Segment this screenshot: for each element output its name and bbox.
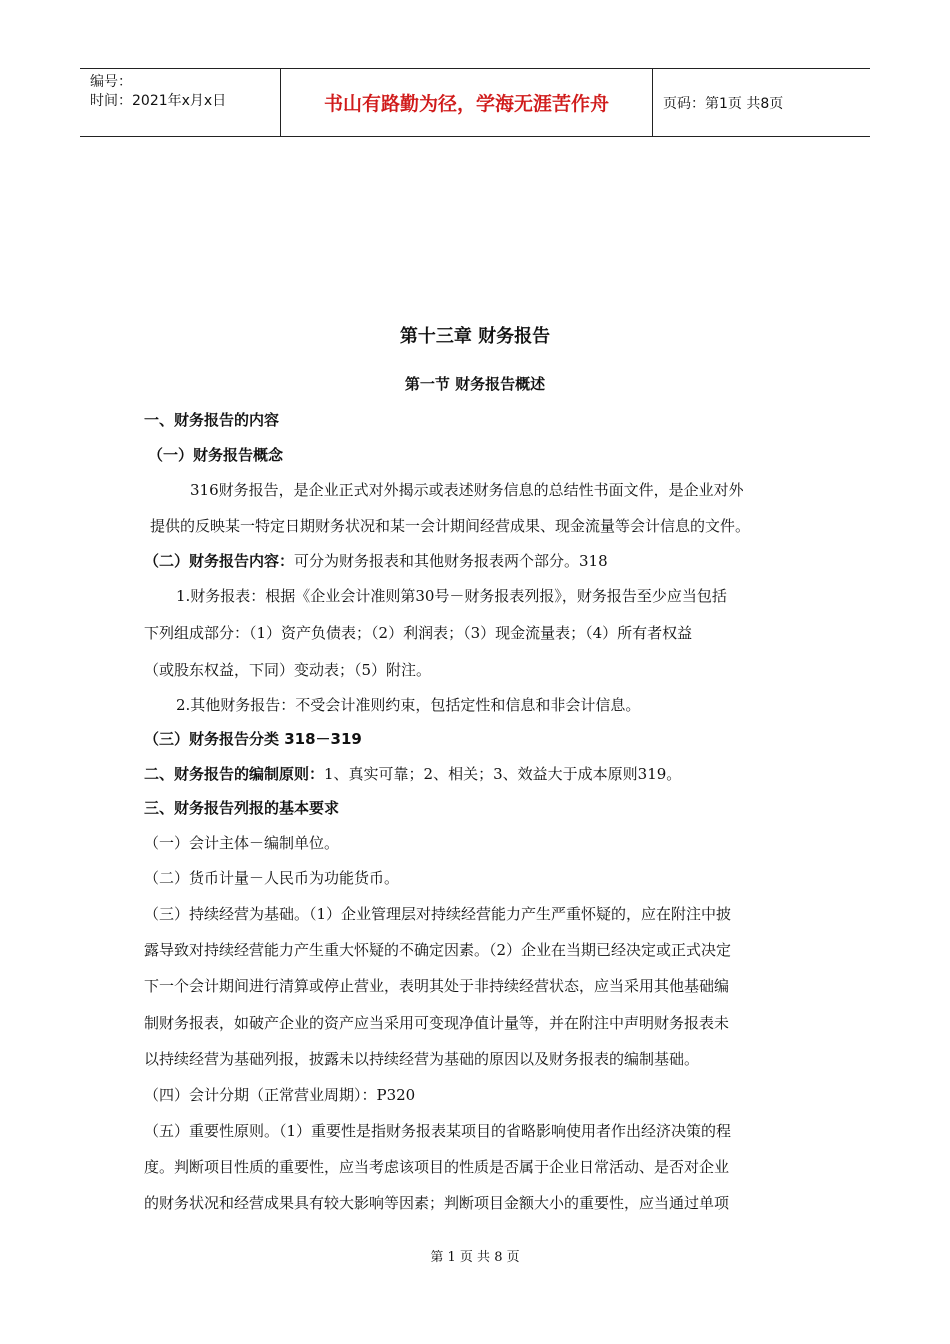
header-table	[80, 68, 870, 137]
header-page-info: 页码：第1页 共8页	[663, 95, 784, 112]
header-motto: 书山有路勤为径，学海无涯苦作舟	[281, 69, 653, 136]
heading-fragment: 二、财务报告的编制原则：	[144, 765, 325, 783]
body-line: 下一个会计期间进行清算或停止营业，表明其处于非持续经营状态，应当采用其他基础编	[144, 977, 730, 995]
body-line: （二）货币计量－人民币为功能货币。	[144, 869, 400, 887]
body-line: 316财务报告，是企业正式对外揭示或表述财务信息的总结性书面文件，是企业对外	[190, 481, 744, 499]
heading-fragment: （二）财务报告内容：	[144, 552, 295, 570]
heading-line: 三、财务报告列报的基本要求	[144, 799, 340, 817]
body-line: 的财务状况和经营成果具有较大影响等因素；判断项目金额大小的重要性，应当通过单项	[144, 1194, 730, 1212]
heading-line: 一、财务报告的内容	[144, 411, 280, 429]
heading-line: （三）财务报告分类 318－319	[144, 730, 362, 748]
body-line: （四）会计分期（正常营业周期）：P320	[144, 1086, 416, 1104]
body-line: 制财务报表，如破产企业的资产应当采用可变现净值计量等，并在附注中声明财务报表未	[144, 1014, 730, 1032]
body-fragment: 1、真实可靠；2、相关；3、效益大于成本原则319。	[324, 765, 682, 783]
body-line: （或股东权益，下同）变动表；（5）附注。	[144, 661, 432, 679]
heading-line: （一）财务报告概念	[148, 446, 284, 464]
body-line: 1.财务报表：根据《企业会计准则第30号－财务报表列报》，财务报告至少应当包括	[176, 587, 727, 605]
section-title: 第一节 财务报告概述	[404, 375, 546, 393]
page-footer: 第 1 页 共 8 页	[430, 1250, 520, 1265]
body-line: （一）会计主体－编制单位。	[144, 834, 340, 852]
body-line: 2.其他财务报告：不受会计准则约束，包括定性和信息和非会计信息。	[176, 696, 641, 714]
document-time-label: 时间：2021年x月x日	[90, 93, 227, 109]
body-line-mixed	[144, 550, 608, 571]
body-line: 露导致对持续经营能力产生重大怀疑的不确定因素。（2）企业在当期已经决定或正式决定	[144, 941, 732, 959]
body-line: 度。判断项目性质的重要性，应当考虑该项目的性质是否属于企业日常活动、是否对企业	[144, 1158, 730, 1176]
body-line-mixed	[144, 763, 681, 784]
body-fragment: 可分为财务报表和其他财务报表两个部分。318	[294, 552, 608, 570]
body-line: （三）持续经营为基础。（1）企业管理层对持续经营能力产生严重怀疑的，应在附注中披	[144, 905, 732, 923]
chapter-title: 第十三章 财务报告	[399, 326, 551, 347]
body-line: 提供的反映某一特定日期财务状况和某一会计期间经营成果、现金流量等会计信息的文件。	[150, 517, 751, 535]
body-line: 下列组成部分：（1）资产负债表；（2）利润表；（3）现金流量表；（4）所有者权益	[144, 624, 693, 642]
body-line: 以持续经营为基础列报，披露未以持续经营为基础的原因以及财务报表的编制基础。	[144, 1050, 700, 1068]
body-line: （五）重要性原则。（1）重要性是指财务报表某项目的省略影响使用者作出经济决策的程	[144, 1122, 732, 1140]
document-number-label: 编号：	[90, 74, 132, 90]
header-meta-cell	[80, 69, 281, 136]
